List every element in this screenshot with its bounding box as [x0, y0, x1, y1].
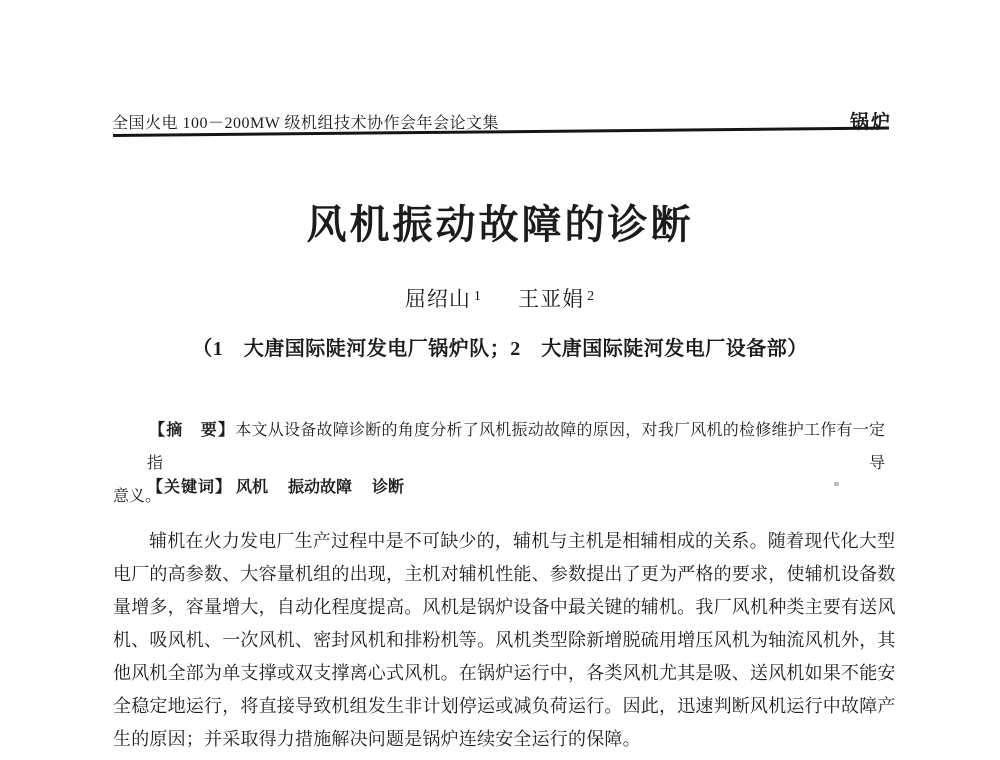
keywords-line	[147, 476, 404, 500]
author-2-superscript: 2	[587, 289, 596, 304]
abstract-line-1	[113, 414, 885, 480]
body-line-2: 电厂的高参数、大容量机组的出现，主机对辅机性能、参数提出了更为严格的要求，使辅机设备数	[113, 564, 896, 584]
author-1-superscript: 1	[473, 289, 482, 304]
body-paragraph	[113, 525, 896, 756]
keyword-term-1: 风机	[236, 479, 269, 496]
author-2	[518, 287, 595, 311]
abstract-label: 【摘 要】	[149, 422, 236, 439]
keyword-term-3: 诊断	[372, 479, 405, 496]
body-line-4: 机、吸风机、一次风机、密封风机和排粉机等。风机类型除新增脱硫用增压风机为轴流风机外，其	[113, 630, 896, 650]
body-line-7: 生的原因；并采取得力措施解决问题是锅炉连续安全运行的保障。	[113, 729, 641, 749]
author-1-name: 屈绍山	[404, 287, 471, 311]
author-1	[405, 287, 482, 311]
body-line-6: 全稳定地运行，将直接导致机组发生非计划停运或减负荷运行。因此，迅速判断风机运行中故障产	[113, 696, 896, 716]
abstract-text-1: 本文从设备故障诊断的角度分析了风机振动故障的原因，对我厂风机的检修维护工作有一定指导	[147, 422, 885, 472]
authors-line	[0, 283, 1000, 313]
author-2-name: 王亚娟	[518, 287, 585, 311]
keywords-label: 【关键词】	[147, 479, 233, 496]
scan-artifact-speck	[834, 482, 839, 486]
body-line-5: 他风机全部为单支撑或双支撑离心式风机。在锅炉运行中，各类风机尤其是吸、送风机如果不能安	[113, 663, 896, 683]
paper-title: 风机振动故障的诊断	[306, 203, 694, 247]
affiliation-line: （1 大唐国际陡河发电厂锅炉队；2 大唐国际陡河发电厂设备部）	[192, 338, 808, 360]
keyword-term-2: 振动故障	[288, 479, 353, 496]
running-head-left: 全国火电 100－200MW 级机组技术协作会年会论文集	[112, 115, 500, 132]
body-line-1: 辅机在火力发电厂生产过程中是不可缺少的，辅机与主机是相辅相成的关系。随着现代化大型	[149, 531, 896, 551]
running-head-section: 锅炉	[849, 112, 892, 133]
abstract-line-2: 意义。	[113, 488, 162, 505]
body-line-3: 量增多，容量增大，自动化程度提高。风机是锅炉设备中最关键的辅机。我厂风机种类主要有送风	[113, 597, 896, 617]
